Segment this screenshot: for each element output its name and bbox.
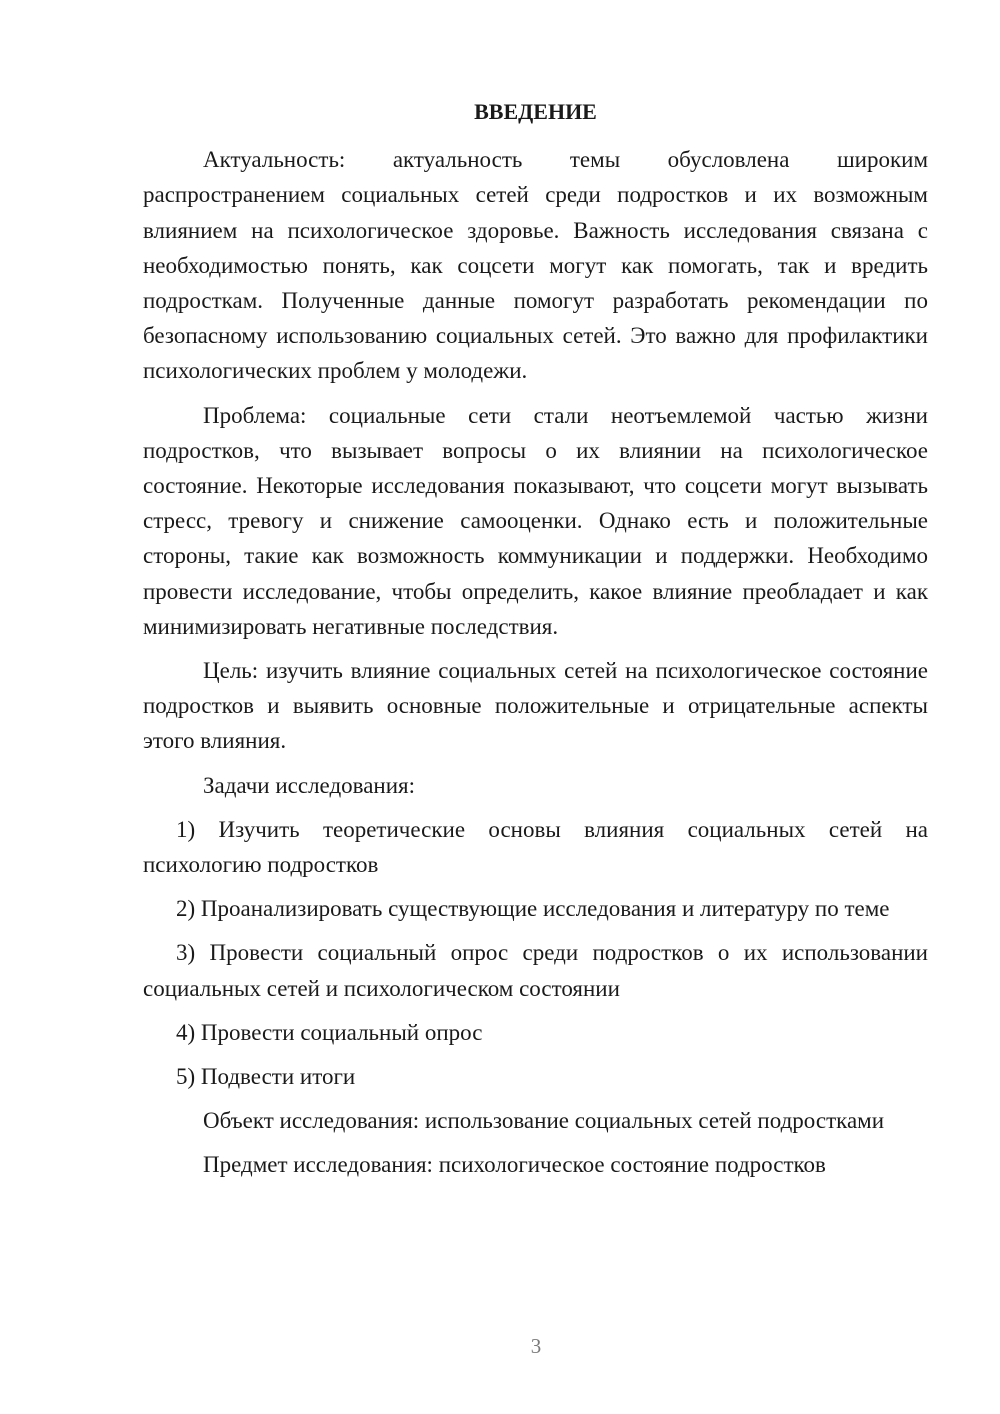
- task-item: 5) Подвести итоги: [176, 1064, 356, 1090]
- problem-paragraph: Проблема: социальные сети стали неотъемлемой частью жизни подростков, что вызывает вопросы о их влиянии на психологическое состояние. Некоторые исследования показывают, что соцсети могут вызывать стресс, тревогу и снижение самооценки. Однако есть и положительные стороны, такие как возможность коммуникации и поддержки. Необходимо провести исследование, чтобы определить, какое влияние преобладает и как минимизировать негативные последствия.: [143, 402, 928, 639]
- goal-paragraph: Цель: изучить влияние социальных сетей на психологическое состояние подростков и выявить основные положительные и отрицательные аспекты этого влияния.: [143, 658, 928, 754]
- research-object-paragraph: Объект исследования: использование социальных сетей подростками: [203, 1108, 885, 1134]
- page-number: 3: [530, 1334, 542, 1358]
- task-item: 4) Провести социальный опрос: [176, 1019, 483, 1045]
- document-content: [143, 94, 928, 1192]
- task-item: 3) Провести социальный опрос среди подростков о их использовании социальных сетей и психологическом состоянии: [143, 940, 928, 1001]
- task-item: 1) Изучить теоретические основы влияния социальных сетей на психологию подростков: [143, 816, 928, 878]
- relevance-paragraph: Актуальность: актуальность темы обусловлена широким распространением социальных сетей среди подростков и их возможным влиянием на психологическое здоровье. Важность исследования связана с необходимостью понять, как соцсети могут как помогать, так и вредить подросткам. Полученные данные помогут разработать рекомендации по безопасному использованию социальных сетей. Это важно для профилактики психологических проблем у молодежи.: [143, 147, 928, 384]
- section-heading: ВВЕДЕНИЕ: [474, 99, 597, 124]
- task-item: 2) Проанализировать существующие исследования и литературу по теме: [176, 896, 890, 922]
- tasks-heading: Задачи исследования:: [203, 772, 416, 798]
- research-subject-paragraph: Предмет исследования: психологическое состояние подростков: [203, 1152, 826, 1178]
